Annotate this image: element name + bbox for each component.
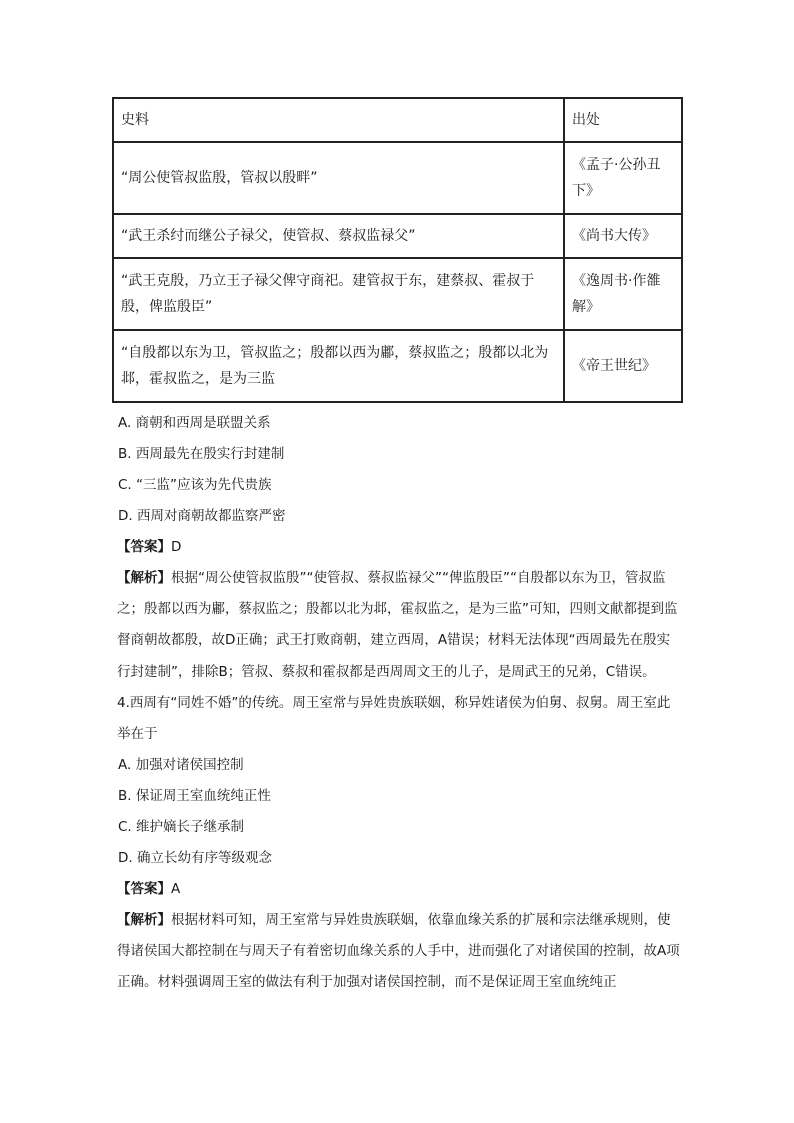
header-origin: 出处 — [564, 98, 682, 142]
answer-value: D — [171, 539, 182, 555]
table-row — [113, 214, 682, 258]
analysis-text: 根据材料可知，周王室常与异姓贵族联姻，依靠血缘关系的扩展和宗法继承规则，使得诸侯国大都控制在与周天子有着密切血缘关系的人手中，进而强化了对诸侯国的控制，故A项正确。材料强调周王室的做法有利于加强对诸侯国控制，而不是保证周王室血统纯正 — [117, 911, 680, 991]
q4-option-d: D. 确立长幼有序等级观念 — [118, 849, 272, 866]
row-source: “武王克殷，乃立王子禄父俾守商祀。建管叔于东，建蔡叔、霍叔于殷，俾监殷臣” — [113, 258, 564, 330]
row-source: “武王杀纣而继公子禄父，使管叔、蔡叔监禄父” — [113, 214, 564, 258]
q4-answer — [117, 874, 683, 905]
answer-label: 【答案】 — [117, 880, 171, 897]
q4-stem: 4.西周有“同姓不婚”的传统。周王室常与异姓贵族联姻，称异姓诸侯为伯舅、叔舅。周王室此举在于 — [117, 694, 671, 742]
q3-option-c: C. “三监”应该为先代贵族 — [118, 477, 272, 493]
q3-answer — [117, 532, 683, 563]
source-table — [112, 97, 683, 403]
analysis-label: 【解析】 — [117, 570, 171, 586]
header-source: 史料 — [113, 98, 564, 142]
q4-option-a: A. 加强对诸侯国控制 — [118, 756, 244, 773]
analysis-label: 【解析】 — [117, 911, 171, 928]
row-source: “周公使管叔监殷，管叔以殷畔” — [113, 142, 564, 214]
row-origin: 《逸周书·作雒解》 — [564, 258, 682, 330]
q4-option-b: B. 保证周王室血统纯正性 — [118, 787, 271, 804]
q4-option-c: C. 维护嫡长子继承制 — [118, 818, 245, 835]
q3-analysis — [117, 563, 683, 688]
row-origin: 《尚书大传》 — [564, 214, 682, 258]
analysis-text: 根据“周公使管叔监殷”“使管叔、蔡叔监禄父”“俾监殷臣”“自殷都以东为卫，管叔监之；殷都以西为鄘，蔡叔监之；殷都以北为邶，霍叔监之，是为三监”可知，四则文献都提到监督商朝故都殷，故D正确；武王打败商朝，建立西周，A错误；材料无法体现“西周最先在殷实行封建制”，排除B；管叔、蔡叔和霍叔都是西周周文王的儿子，是周武王的兄弟，C错误。 — [117, 570, 678, 680]
q3-option-d: D. 西周对商朝故都监察严密 — [118, 508, 286, 524]
answer-label: 【答案】 — [117, 539, 171, 555]
answer-value: A — [171, 880, 181, 897]
row-origin: 《孟子·公孙丑下》 — [564, 142, 682, 214]
q3-option-a: A. 商朝和西周是联盟关系 — [118, 415, 271, 431]
q4-analysis — [117, 905, 683, 999]
row-origin: 《帝王世纪》 — [564, 330, 682, 402]
table-row — [113, 142, 682, 214]
table-row — [113, 330, 682, 402]
row-source: “自殷都以东为卫，管叔监之；殷都以西为鄘，蔡叔监之；殷都以北为邶，霍叔监之，是为三监 — [113, 330, 564, 402]
table-header-row — [113, 98, 682, 142]
q3-option-b: B. 西周最先在殷实行封建制 — [118, 446, 285, 462]
question-content — [117, 408, 683, 998]
table-row — [113, 258, 682, 330]
